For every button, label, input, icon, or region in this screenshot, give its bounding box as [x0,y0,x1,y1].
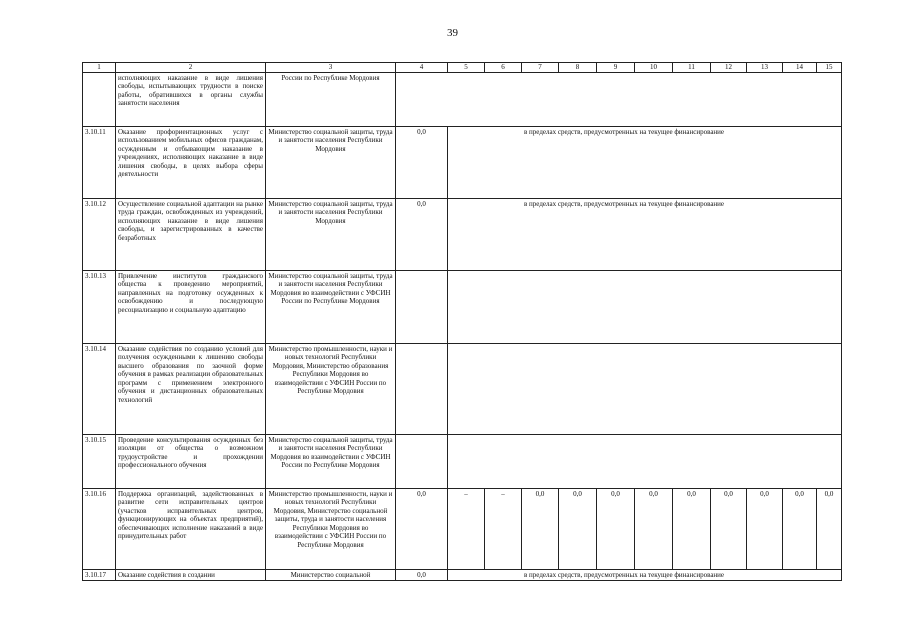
funding-note: в пределах средств, предусмотренных на текущее финансирование [448,569,842,581]
row-id [83,72,116,126]
column-number-row [83,63,842,73]
column-number: 3 [266,63,396,73]
column-number: 4 [396,63,448,73]
table-row [83,569,842,581]
measure-description: Оказание профориентационных услуг с использованием мобильных офисов гражданам, осужденным и отбывающим наказание в учреждениях, исполняющих наказание в виде лишения свободы, в целях выбора сферы деятельности [116,126,266,198]
measure-description: Оказание содействия в создании [116,569,266,581]
column-number: 10 [635,63,673,73]
row-id: 3.10.17 [83,569,116,581]
column-number: 6 [485,63,522,73]
value-cell: 0,0 [396,126,448,198]
executor: Министерство социальной защиты, труда и занятости населения Республики Мордовия [266,198,396,270]
table-row [83,270,842,343]
executor: Министерство промышленности, науки и новых технологий Республики Мордовия, Министерство образования Республики Мордовия во взаимодействии с УФСИН России по Республике Мордовия [266,343,396,434]
value-cell: – [485,488,522,569]
measure-description: исполняющих наказание в виде лишения свободы, испытывающих трудности в поиске работы, обратившихся в органы службы занятости населения [116,72,266,126]
funding-note: в пределах средств, предусмотренных на текущее финансирование [448,198,842,270]
program-table [82,62,842,581]
measure-description: Поддержка организаций, задействованных в развитие сети исправительных центров (участков исправительных центров, функционирующих на объектах предприятий), обеспечивающих исполнение наказаний в виде принудительных работ [116,488,266,569]
value-cell: 0,0 [747,488,783,569]
row-id: 3.10.12 [83,198,116,270]
column-number: 5 [448,63,485,73]
table-row [83,126,842,198]
measure-description: Привлечение институтов гражданского общества к проведению мероприятий, направленных на подготовку осужденных к освобождению и последующую ресоциализацию и социальную адаптацию [116,270,266,343]
table-row [83,72,842,126]
row-id: 3.10.15 [83,434,116,488]
row-id: 3.10.13 [83,270,116,343]
table-row [83,343,842,434]
measure-description: Проведение консультирования осужденных без изоляции от общества о возможном трудоустройстве и прохождении профессионального обучения [116,434,266,488]
executor: Министерство социальной [266,569,396,581]
column-number: 14 [783,63,817,73]
value-cell: 0,0 [522,488,559,569]
column-number: 12 [711,63,747,73]
empty-value [396,343,448,434]
empty-values [448,270,842,343]
value-cell: 0,0 [711,488,747,569]
value-cell: 0,0 [396,569,448,581]
row-id: 3.10.11 [83,126,116,198]
column-number: 2 [116,63,266,73]
executor: Министерство промышленности, науки и новых технологий Республики Мордовия, Министерство социальной защиты, труда и занятости населения Республики Мордовия во взаимодействии с УФСИН России по Республике Мордовия [266,488,396,569]
executor: России по Республике Мордовия [266,72,396,126]
column-number: 9 [597,63,635,73]
empty-values [448,343,842,434]
executor: Министерство социальной защиты, труда и занятости населения Республики Мордовия во взаимодействии с УФСИН России по Республике Мордовия [266,434,396,488]
row-id: 3.10.14 [83,343,116,434]
empty-value [396,270,448,343]
value-cell: 0,0 [559,488,597,569]
value-cell: 0,0 [396,198,448,270]
measure-description: Осуществление социальной адаптации на рынке труда граждан, освобожденных из учреждений, исполняющих наказание в виде лишения свободы, и зарегистрированных в качестве безработных [116,198,266,270]
column-number: 7 [522,63,559,73]
funding-note: в пределах средств, предусмотренных на текущее финансирование [448,126,842,198]
table-row [83,434,842,488]
empty-value [396,434,448,488]
column-number: 8 [559,63,597,73]
measure-description: Оказание содействия по созданию условий для получения осужденными к лишению свободы высшего образования по заочной форме обучения в рамках реализации образовательных программ с применением электронного обучения и дистанционных образовательных технологий [116,343,266,434]
value-cell: 0,0 [673,488,711,569]
empty-values [396,72,842,126]
executor: Министерство социальной защиты, труда и занятости населения Республики Мордовия [266,126,396,198]
value-cell: – [448,488,485,569]
value-cell: 0,0 [396,488,448,569]
executor: Министерство социальной защиты, труда и занятости населения Республики Мордовия во взаимодействии с УФСИН России по Республике Мордовия [266,270,396,343]
value-cell: 0,0 [817,488,842,569]
row-id: 3.10.16 [83,488,116,569]
value-cell: 0,0 [597,488,635,569]
column-number: 15 [817,63,842,73]
column-number: 11 [673,63,711,73]
table-row [83,488,842,569]
empty-values [448,434,842,488]
column-number: 13 [747,63,783,73]
column-number: 1 [83,63,116,73]
value-cell: 0,0 [783,488,817,569]
page-number: 39 [447,27,458,39]
value-cell: 0,0 [635,488,673,569]
table-row [83,198,842,270]
